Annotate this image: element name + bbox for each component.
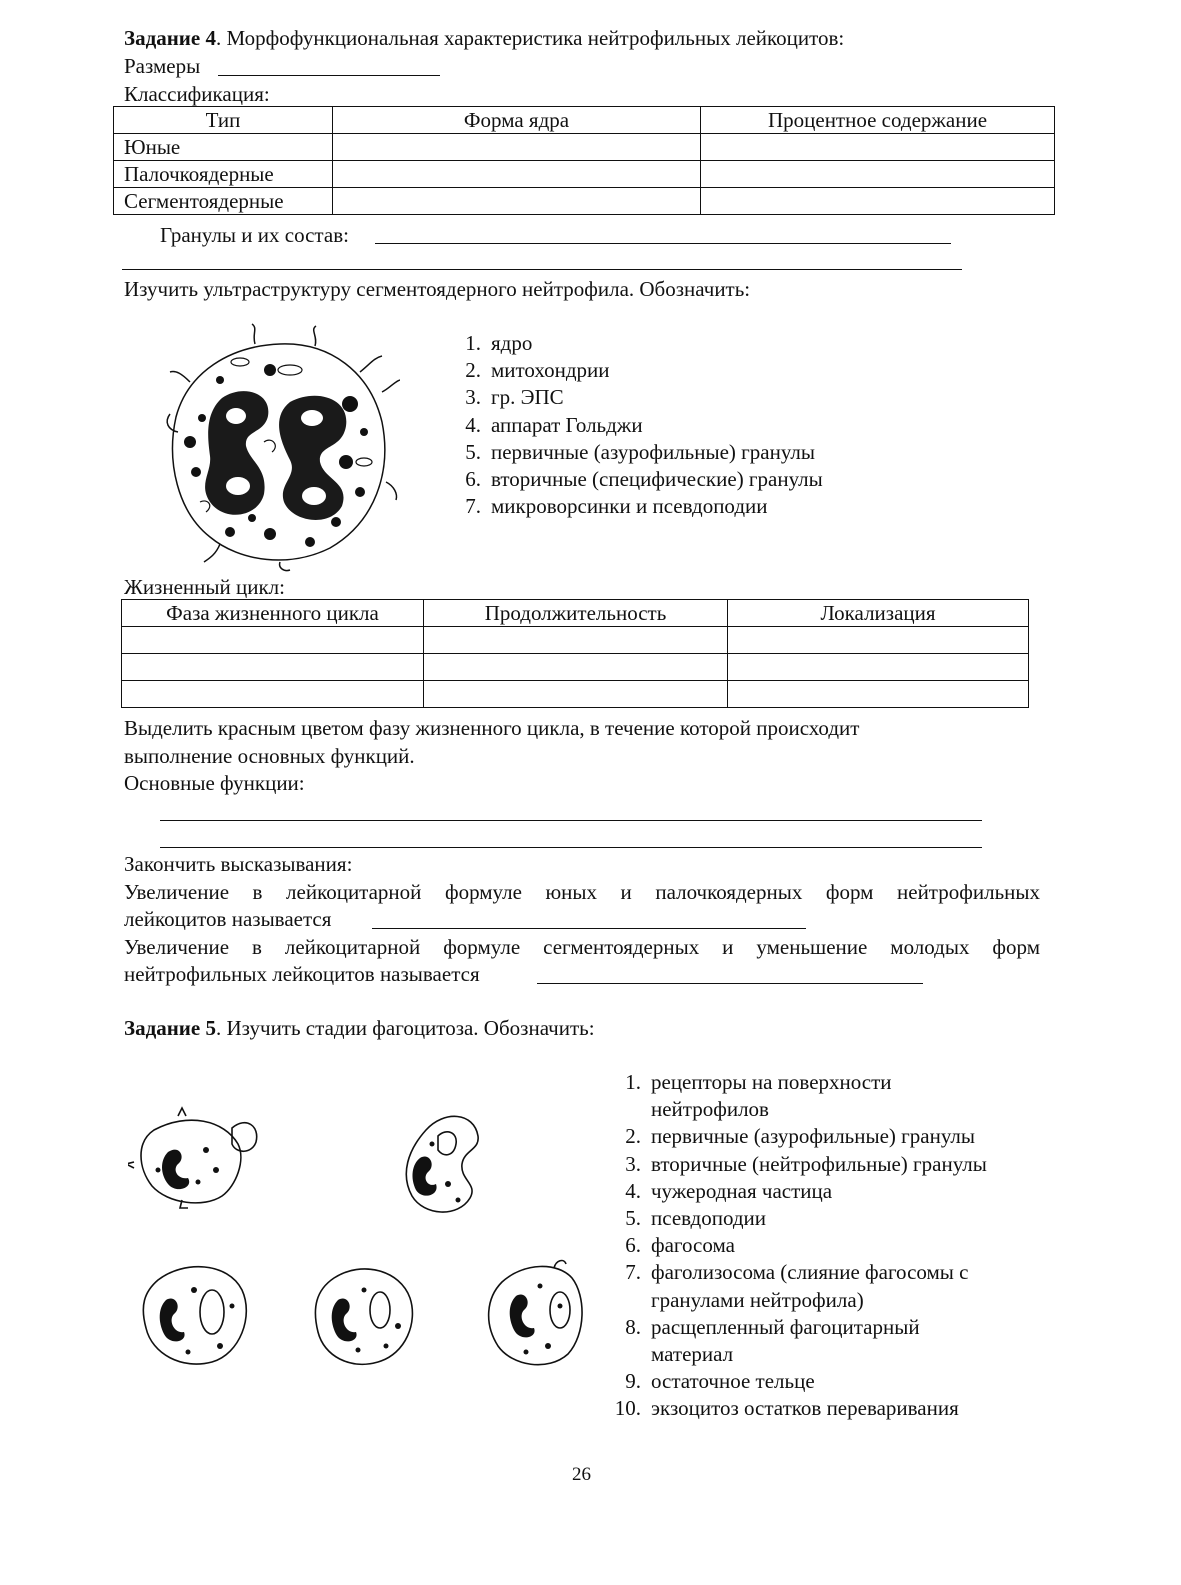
- percentage-cell[interactable]: [701, 161, 1055, 188]
- statement1-line2: лейкоцитов называется: [124, 907, 332, 931]
- header-duration: Продолжительность: [424, 600, 728, 627]
- granules-blank-2[interactable]: [122, 269, 962, 270]
- header-nucleus-shape: Форма ядра: [333, 107, 701, 134]
- classification-header-row: [114, 107, 1055, 134]
- classification-label: Классификация:: [124, 82, 270, 106]
- list-item-label: чужеродная частица: [651, 1178, 833, 1203]
- lifecycle-header-row: [122, 600, 1029, 627]
- type-cell: Сегментоядерные: [114, 188, 333, 215]
- table-row: [122, 681, 1029, 708]
- statement2-line1: Увеличение в лейкоцитарной формуле сегментоядерных и уменьшение молодых форм: [124, 935, 1040, 959]
- list-item: 8. расщепленный фагоцитарный материал: [625, 1314, 920, 1367]
- list-item: 7. микроворсинки и псевдоподии: [445, 493, 823, 520]
- list-item-label: ядро: [491, 331, 533, 355]
- duration-cell[interactable]: [424, 627, 728, 654]
- neutrophil-stage-5: [489, 1266, 582, 1364]
- table-row: [122, 654, 1029, 681]
- ultra-legend: [445, 330, 823, 520]
- phagocytosis-stages-image: [128, 1100, 598, 1400]
- granules-blank-1[interactable]: [375, 243, 951, 244]
- list-item-label: псевдоподии: [651, 1206, 767, 1231]
- task4-heading: Задание 4: [124, 26, 216, 50]
- functions-label: Основные функции:: [124, 771, 305, 795]
- nucleus-shape-cell[interactable]: [333, 134, 701, 161]
- list-item: 5. псевдоподии: [605, 1205, 987, 1232]
- type-cell: Палочкоядерные: [114, 161, 333, 188]
- list-item: 7. фаголизосома (слияние фагосомы с гранулами нейтрофила): [625, 1260, 969, 1312]
- list-item-label: фаголизосома (слияние фагосомы с: [651, 1260, 969, 1285]
- highlight-instruction-2: выполнение основных функций.: [124, 744, 415, 768]
- list-item: 6. фагосома: [605, 1232, 987, 1259]
- phase-cell[interactable]: [122, 654, 424, 681]
- list-item-label: фагосома: [651, 1233, 735, 1258]
- nucleus-shape-cell[interactable]: [333, 161, 701, 188]
- list-item-label: микроворсинки и псевдоподии: [491, 494, 768, 519]
- list-item: 5. первичные (азурофильные) гранулы: [445, 439, 823, 466]
- localization-cell[interactable]: [728, 681, 1029, 708]
- list-item-label: первичные (азурофильные) гранулы: [651, 1124, 976, 1149]
- neutrophil-stage-1: [141, 1120, 241, 1203]
- header-percentage: Процентное содержание: [701, 107, 1055, 134]
- lifecycle-table: [121, 599, 1029, 708]
- ultra-instruction: Изучить ультраструктуру сегментоядерного нейтрофила. Обозначить:: [124, 277, 751, 301]
- highlight-instruction-1: Выделить красным цветом фазу жизненного цикла, в течение которой происходит: [124, 716, 860, 740]
- statement2-blank[interactable]: [537, 983, 923, 984]
- complete-label: Закончить высказывания:: [124, 852, 353, 876]
- percentage-cell[interactable]: [701, 134, 1055, 161]
- phagocytosis-legend: [605, 1069, 987, 1423]
- localization-cell[interactable]: [728, 627, 1029, 654]
- task5-title-line: [124, 1015, 595, 1041]
- list-item-label: гранулами нейтрофила): [651, 1287, 864, 1312]
- list-item-label: гр. ЭПС: [491, 385, 564, 410]
- classification-table: [113, 106, 1055, 215]
- task4-title-line: [124, 25, 844, 51]
- table-row: [114, 188, 1055, 215]
- task4-title: . Морфофункциональная характеристика нейтрофильных лейкоцитов:: [215, 26, 845, 50]
- neutrophil-stage-4: [315, 1269, 412, 1364]
- list-item-label: нейтрофилов: [651, 1097, 769, 1122]
- phase-cell[interactable]: [122, 627, 424, 654]
- list-item: 10. экзоцитоз остатков переваривания: [605, 1395, 987, 1422]
- statement2-line2: нейтрофильных лейкоцитов называется: [124, 962, 480, 986]
- list-item: 2. митохондрии: [445, 357, 823, 384]
- list-item: 9. остаточное тельце: [605, 1368, 987, 1395]
- localization-cell[interactable]: [728, 654, 1029, 681]
- list-item: 1. рецепторы на поверхности нейтрофилов: [625, 1070, 892, 1122]
- task5-title: . Изучить стадии фагоцитоза. Обозначить:: [215, 1016, 595, 1040]
- list-item-label: вторичные (специфические) гранулы: [491, 467, 823, 492]
- list-item-label: остаточное тельце: [651, 1369, 815, 1394]
- table-row: [114, 134, 1055, 161]
- list-item: 3. вторичные (нейтрофильные) гранулы: [605, 1151, 987, 1178]
- granules-label: Гранулы и их состав:: [160, 223, 349, 247]
- statement1-line1: Увеличение в лейкоцитарной формуле юных и палочкоядерных форм нейтрофильных: [124, 880, 1040, 904]
- list-item-label: материал: [651, 1342, 734, 1367]
- table-row: [114, 161, 1055, 188]
- header-type: Тип: [114, 107, 333, 134]
- list-item-label: экзоцитоз остатков переваривания: [651, 1396, 959, 1421]
- list-item: 4. чужеродная частица: [605, 1178, 987, 1205]
- size-blank[interactable]: [218, 75, 440, 76]
- phase-cell[interactable]: [122, 681, 424, 708]
- list-item: 3. гр. ЭПС: [445, 384, 823, 411]
- list-item: 4. аппарат Гольджи: [445, 412, 823, 439]
- list-item: 2. первичные (азурофильные) гранулы: [605, 1123, 987, 1150]
- type-cell: Юные: [114, 134, 333, 161]
- list-item-label: расщепленный фагоцитарный: [651, 1314, 920, 1339]
- page-number: 26: [572, 1464, 591, 1485]
- list-item-label: аппарат Гольджи: [491, 412, 643, 437]
- list-item-label: первичные (азурофильные) гранулы: [491, 439, 816, 464]
- header-phase: Фаза жизненного цикла: [122, 600, 424, 627]
- nucleus-shape-cell[interactable]: [333, 188, 701, 215]
- task5-heading: Задание 5: [124, 1016, 216, 1040]
- table-row: [122, 627, 1029, 654]
- size-label: Размеры: [124, 54, 201, 78]
- percentage-cell[interactable]: [701, 188, 1055, 215]
- neutrophil-ultrastructure-image: [160, 322, 400, 572]
- functions-blank-2[interactable]: [160, 847, 982, 848]
- duration-cell[interactable]: [424, 681, 728, 708]
- duration-cell[interactable]: [424, 654, 728, 681]
- list-item: 6. вторичные (специфические) гранулы: [445, 466, 823, 493]
- statement1-blank[interactable]: [372, 928, 806, 929]
- list-item-label: вторичные (нейтрофильные) гранулы: [651, 1151, 987, 1176]
- list-item: 1. ядро: [445, 330, 823, 357]
- list-item-label: рецепторы на поверхности: [651, 1070, 892, 1094]
- neutrophil-stage-3: [143, 1267, 246, 1364]
- functions-blank-1[interactable]: [160, 820, 982, 821]
- header-localization: Локализация: [728, 600, 1029, 627]
- list-item-label: митохондрии: [491, 358, 610, 383]
- lifecycle-label: Жизненный цикл:: [124, 575, 285, 599]
